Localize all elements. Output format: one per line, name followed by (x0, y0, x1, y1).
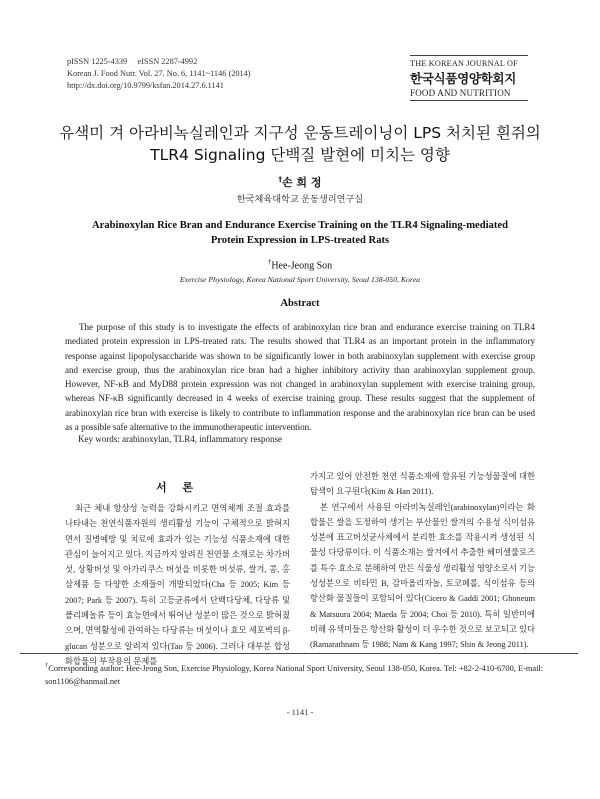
title-korean-line-2: TLR4 Signaling 단백질 발현에 미치는 영향 (150, 146, 450, 164)
right-column-paragraph-1: 가지고 있어 안전한 천연 식품소재에 함유된 기능성물질에 대한 탐색이 요구된다(Kim & Han 2011). (310, 472, 535, 497)
doi-line[interactable]: http://dx.doi.org/10.9799/ksfan.2014.27.6.1141 (67, 81, 224, 90)
author-english (0, 258, 600, 271)
journal-name-kr: 한국식품영양학회지 (410, 71, 516, 86)
title-english-line-2: Protein Expression in LPS-treated Rats (210, 235, 390, 246)
issn-line: pISSN 1225-4339 eISSN 2287-4992 (67, 57, 198, 66)
right-column-paragraph-2: 본 연구에서 사용된 아라비녹실레인(arabinoxylan)이라는 화합물은 쌀을 도정하여 생기는 부산물인 쌀겨의 수용성 식이섬유 성분에 표고버섯균사체에서 분리한 효소를 작용시켜 생성된 식물성 다당류이다. 이 식품소재는 쌀겨에서 추출한 헤미셀룰로즈를 특수 효소로 분해하여 만든 식물성 생리활성 영양소로서 기능성성분으로 비타민 B, 감마올리자놀, 토코페롤, 식이섬유 등의 항산화 물질들이 포함되어 있다(Cicero & Gaddi 2001; Ghoneum & Matsuura 2004; Maeda 등 2004; Choi 등 2010). 특히 일반미에 비해 유색미들은 항산화 활성이 더 우수한 것으로 보고되고 있다(Ramarathnam 등 1988; Nam & Kang 1997; Shin & Jeong 2011). (310, 502, 535, 650)
author-en-name: Hee-Jeong Son (271, 260, 333, 272)
author-en-dagger: † (267, 258, 272, 266)
abstract-text: The purpose of this study is to investigate the effects of arabinoxylan rice bran and endurance exercise training on TLR4 mediated protein expression in LPS-treated rats. The results showed that TLR4 as an important protein in the inflammatory response against lipopolysaccharide was shown to be significantly lower in both arabinoxylan supplement with exercise group and exercise group, thus the arabinoxylan rice bran had a higher inhibitory activity than arabinoxylan supplement group. However, NF-κB and MyD88 protein expression was not changed in arabinoxylan supplement with exercise training group, whereas NF-κB significantly decreased in 4 weeks of exercise training group. These results suggest that the supplement of arabinoxylan rice bran with exercise is likely to contribute to inflammation response and the arabinoxylan rice bran can be used as a possible safe alternative to the immunotherapeutic intervention. (65, 322, 535, 433)
journal-rule-bottom (410, 100, 528, 101)
author-kr-name: 손 희 정 (281, 176, 322, 189)
footnote (45, 659, 565, 688)
abstract-heading: Abstract (280, 298, 320, 309)
affiliation-korean: 한국체육대학교 운동생리연구실 (236, 194, 364, 204)
title-english-line-1: Arabinoxylan Rice Bran and Endurance Exercise Training on the TLR4 Signaling-mediated (92, 220, 508, 231)
title-english (40, 218, 560, 248)
author-kr-dagger: † (278, 175, 282, 184)
title-korean-line-1: 유색미 겨 아라비녹실레인과 지구성 운동트레이닝이 LPS 처치된 흰쥐의 (59, 124, 541, 142)
affiliation-english: Exercise Physiology, Korea National Sport University, Seoul 138-050, Korea (179, 275, 421, 284)
journal-name-en-2: FOOD AND NUTRITION (410, 88, 511, 98)
right-column (310, 469, 535, 653)
header-info (67, 56, 251, 92)
section-title-introduction: 서 론 (155, 481, 200, 494)
author-korean (0, 174, 600, 190)
footnote-text: Corresponding author: Hee-Jeong Son, Exercise Physiology, Korea National Sport University, Seoul 138-050, Korea. Tel: +82-2-410-6700, E-mail: son1106@hanmail.net (45, 663, 544, 686)
left-column-paragraph: 최근 체내 항상성 능력을 강화시키고 면역체계 조절 효과를 나타내는 천연식품자원의 생리활성 기능이 구체적으로 밝혀지면서 질병예방 및 치료에 효과가 있는 기능성 식품소재에 대한 관심이 늘어지고 있다. 지금까지 알려진 천연물 소재로는 차가버섯, 상황버섯 및 아가리쿠스 버섯을 비롯한 버섯류, 쌀겨, 콩, 홍삼제품 등 다양한 소재들이 개발되었다(Cha 등 2005; Kim 등 2007; Park 등 2007). 특히 고등균류에서 단백다당체, 다당류 및 폴리페놀류 등이 효능면에서 뛰어난 성분이 많은 것으로 밝혀졌으며, 면역활성에 관여하는 다당류는 버섯이나 효모 세포벽의 β-glucan 성분으로 알려져 있다(Tao 등 2006). 그러나 대부분 합성화합물의 부작용의 문제를 (65, 504, 290, 666)
citation-line: Korean J. Food Nutr. Vol. 27. No. 6, 1141~1146 (2014) (67, 69, 251, 78)
left-column (65, 501, 290, 669)
abstract-body (65, 320, 535, 434)
journal-name-en-1: THE KOREAN JOURNAL OF (410, 59, 518, 68)
journal-logo (410, 55, 528, 101)
footnote-dagger: † (45, 662, 49, 669)
footnote-divider (20, 653, 578, 654)
title-korean (0, 122, 600, 166)
page-number: - 1141 - (286, 707, 314, 717)
keywords: Key words: arabinoxylan, TLR4, inflammatory response (78, 434, 283, 444)
